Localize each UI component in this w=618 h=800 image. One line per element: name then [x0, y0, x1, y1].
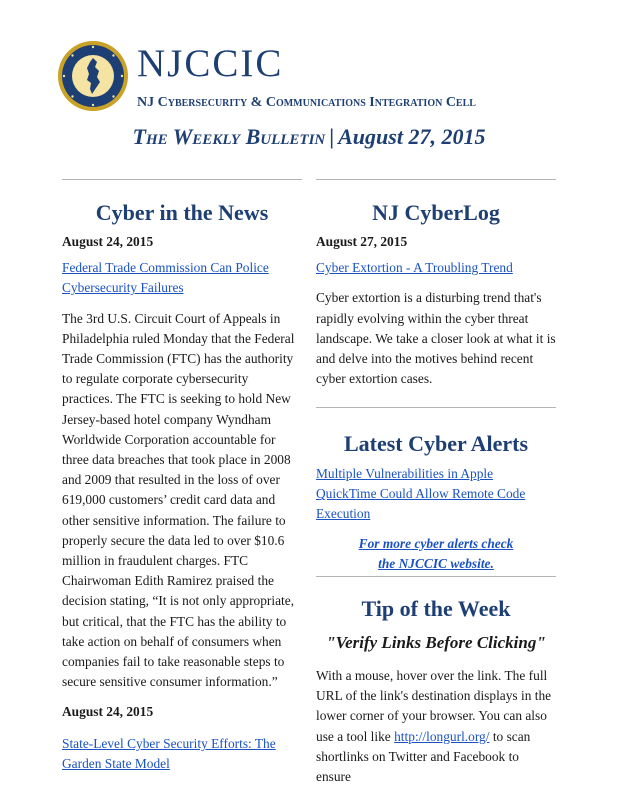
news-column [62, 200, 302, 774]
alerts-link[interactable]: Multiple Vulnerabilities in Apple QuickTime Could Allow Remote Code Execution [316, 466, 526, 522]
cyberlog-section [316, 200, 556, 389]
org-abbreviation: NJCCIC [137, 42, 284, 85]
njccic-seal-logo [57, 40, 129, 112]
alerts-more-link[interactable] [316, 534, 556, 574]
divider-right-top [316, 179, 556, 180]
tip-section-title: Tip of the Week [361, 596, 511, 621]
alerts-more-line2: the NJCCIC website. [378, 555, 494, 571]
divider-left-top [62, 179, 302, 180]
alerts-section [316, 431, 556, 574]
divider-right-mid1 [316, 407, 556, 408]
cyberlog-body: Cyber extortion is a disturbing trend that's rapidly evolving within the cyber threat landscape. We take a closer look at what it is and delve into the motives behind recent cyber extortion cases. [316, 290, 556, 387]
tip-subtitle: "Verify Links Before Clicking" [326, 633, 546, 652]
cyberlog-link[interactable]: Cyber Extortion - A Troubling Trend [316, 260, 513, 276]
bulletin-title: The Weekly Bulletin [132, 124, 326, 149]
news-item-2-date: August 24, 2015 [62, 704, 154, 720]
cyberlog-date: August 27, 2015 [316, 234, 408, 249]
alerts-section-title: Latest Cyber Alerts [343, 431, 529, 456]
org-full-name: NJ Cybersecurity & Communications Integration Cell [137, 95, 476, 110]
alerts-more-line1: For more cyber alerts check [358, 535, 514, 551]
news-item-2-link[interactable]: State-Level Cyber Security Efforts: The Garden State Model [62, 735, 276, 771]
news-section-title: Cyber in the News [95, 200, 269, 225]
tip-body-text: With a mouse, hover over the link. The full URL of the link's destination displays in the lower corner of your browser. You can also use a tool like [316, 668, 552, 744]
cyberlog-section-title: NJ CyberLog [372, 200, 500, 225]
bulletin-separator: | [329, 124, 335, 149]
tip-section [316, 596, 556, 787]
news-item-1-link[interactable]: Federal Trade Commission Can Police Cybersecurity Failures [62, 260, 269, 296]
news-item-1-date: August 24, 2015 [62, 234, 154, 249]
tip-body-link[interactable]: http://longurl.org/ [394, 728, 490, 744]
bulletin-heading [0, 124, 618, 150]
divider-right-mid2 [316, 576, 556, 577]
tip-body-text-end: to scan shortlinks on Twitter and Facebook to ensure [316, 728, 531, 785]
bulletin-date: August 27, 2015 [338, 124, 486, 149]
tip-body [316, 666, 556, 787]
news-item-1-body: The 3rd U.S. Circuit Court of Appeals in Philadelphia ruled Monday that the Federal Trade Commission (FTC) has the authority to regulate corporate cybersecurity practices. The FTC is seeking to hold New Jersey-based hotel company Wyndham Worldwide Corporation accountable for three data breaches that took place in 2008 and 2009 that resulted in the loss of over 619,000 customers’ credit card data and other sensitive information. The failure to properly secure the data led to over $10.6 million in fraudulent charges. FTC Chairwoman Edith Ramirez praised the decision stating, “It is not only appropriate, but critical, that the FTC has the ability to take action on behalf of consumers when companies fail to take reasonable steps to secure sensitive consumer information.” [62, 310, 295, 690]
